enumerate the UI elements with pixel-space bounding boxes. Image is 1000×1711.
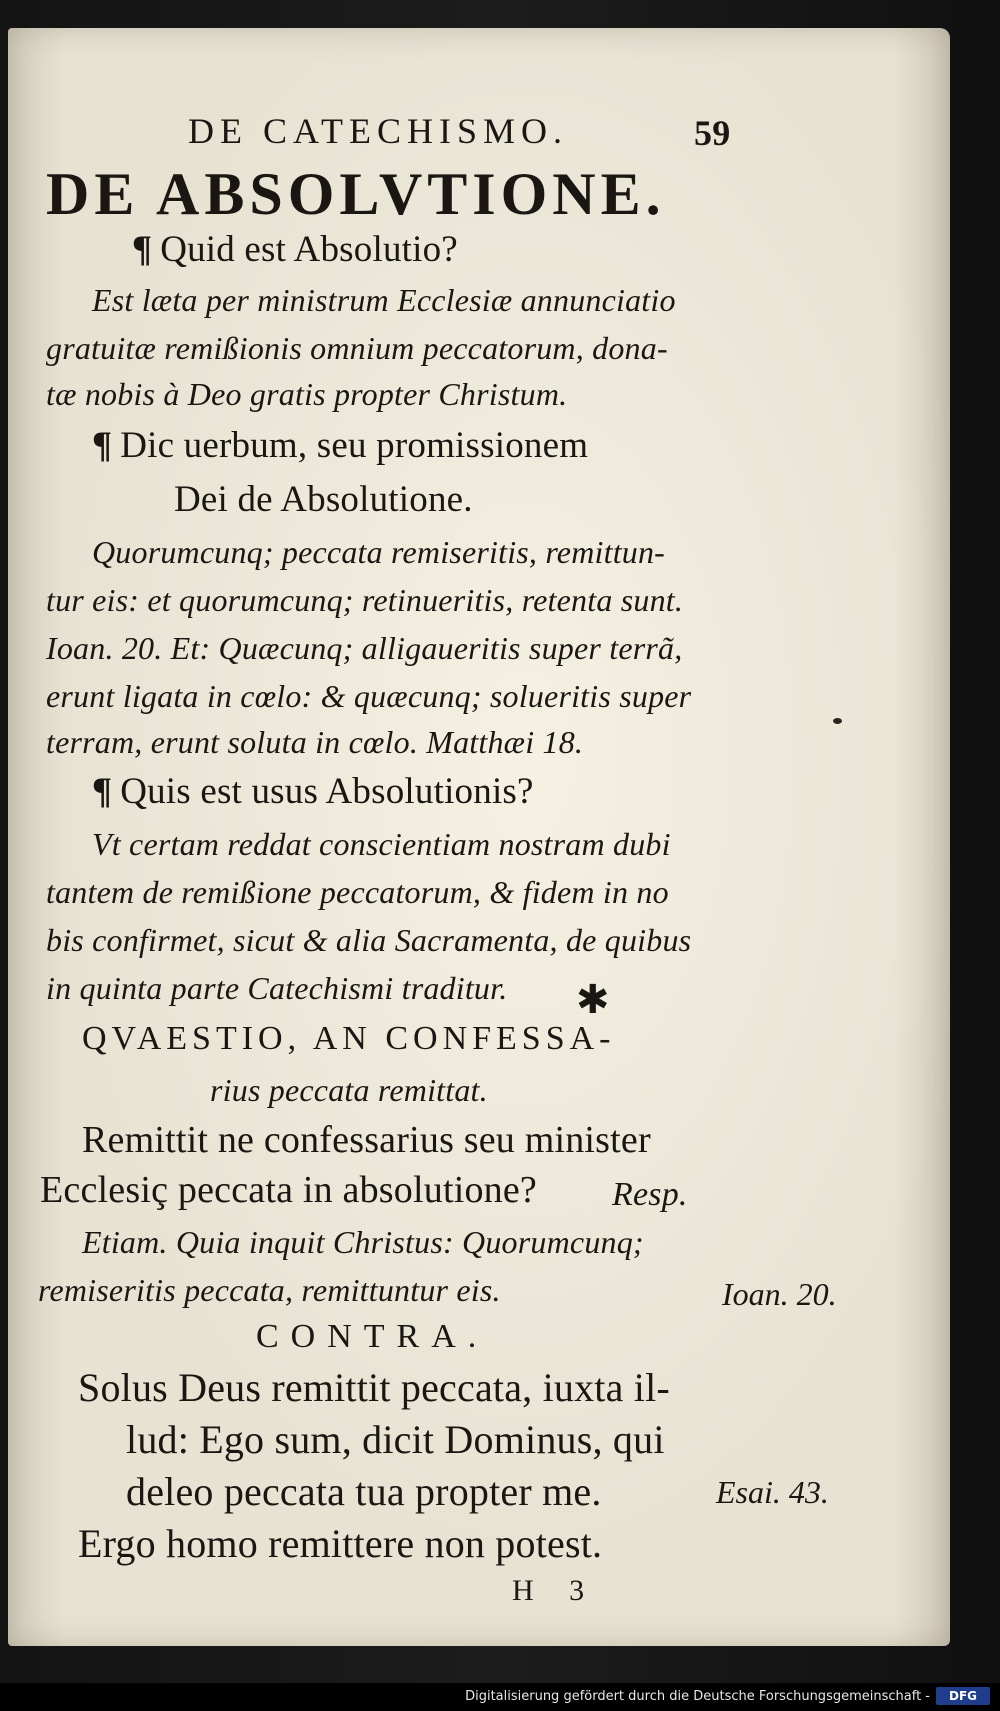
answer-3-line: in quinta parte Catechismi traditur. (46, 970, 508, 1006)
margin-reference-2: Esai. 43. (716, 1474, 829, 1510)
question-4-line: Ecclesiç peccata in absolutione? (40, 1169, 537, 1211)
answer-1-line: tæ nobis à Deo gratis propter Christum. (46, 376, 568, 412)
question-4-line: Remittit ne confessarius seu minister (82, 1119, 651, 1161)
answer-4-line: Etiam. Quia inquit Christus: Quorumcunq; (82, 1224, 644, 1260)
digitization-credit: Digitalisierung gefördert durch die Deutsche Forschungsgemeinschaft - (465, 1689, 930, 1704)
question-2-text: Dic uerbum, seu promissionem (120, 425, 589, 466)
quaestio-subheading: rius peccata remittat. (210, 1072, 488, 1108)
answer-2-line: terram, erunt soluta in cœlo. Matthæi 18. (46, 724, 584, 760)
answer-1-line: gratuitæ remißionis omnium peccatorum, dona- (46, 330, 668, 366)
running-head: DE CATECHISMO. (188, 111, 569, 151)
conclusion-line: Ergo homo remittere non potest. (78, 1521, 603, 1566)
section-title: DE ABSOLVTIONE. (46, 161, 666, 227)
page-number: 59 (694, 113, 731, 153)
dfg-logo-icon: DFG (936, 1687, 990, 1705)
asterisk-mark-icon: ✱ (576, 977, 610, 1022)
answer-1-line: Est læta per ministrum Ecclesiæ annunciatio (92, 282, 676, 318)
question-1 (132, 228, 458, 271)
contra-heading: CONTRA. (256, 1318, 489, 1355)
signature-mark: H 3 (512, 1574, 599, 1607)
question-1-text: Quid est Absolutio? (160, 229, 458, 270)
margin-reference-1: Ioan. 20. (722, 1276, 837, 1312)
pilcrow-icon: ¶ (92, 771, 113, 812)
answer-2-line: Ioan. 20. Et: Quæcunq; alligaueritis super terrã, (46, 630, 683, 666)
contra-line: lud: Ego sum, dicit Dominus, qui (126, 1417, 665, 1462)
answer-3-line: bis confirmet, sicut & alia Sacramenta, de quibus (46, 922, 692, 958)
answer-3-line: tantem de remißione peccatorum, & fidem in no (46, 874, 669, 910)
answer-4-line: remiseritis peccata, remittuntur eis. (38, 1272, 501, 1308)
response-marker: Resp. (612, 1176, 688, 1213)
answer-2-line: Quorumcunq; peccata remiseritis, remittun- (92, 534, 666, 570)
question-3 (92, 770, 534, 813)
ink-spot (833, 718, 842, 724)
question-2-text-cont: Dei de Absolutione. (174, 479, 473, 520)
answer-2-line: tur eis: et quorumcunq; retinueritis, retenta sunt. (46, 582, 684, 618)
pilcrow-icon: ¶ (132, 229, 153, 270)
pilcrow-icon: ¶ (92, 425, 113, 466)
quaestio-heading: QVAESTIO, AN CONFESSA- (82, 1020, 616, 1057)
answer-3-line: Vt certam reddat conscientiam nostram dubi (92, 826, 671, 862)
question-2 (92, 424, 588, 467)
question-3-text: Quis est usus Absolutionis? (120, 771, 534, 812)
contra-line: Solus Deus remittit peccata, iuxta il- (78, 1365, 670, 1410)
answer-2-line: erunt ligata in cœlo: & quæcunq; solueritis super (46, 678, 692, 714)
contra-line: deleo peccata tua propter me. (126, 1469, 602, 1514)
